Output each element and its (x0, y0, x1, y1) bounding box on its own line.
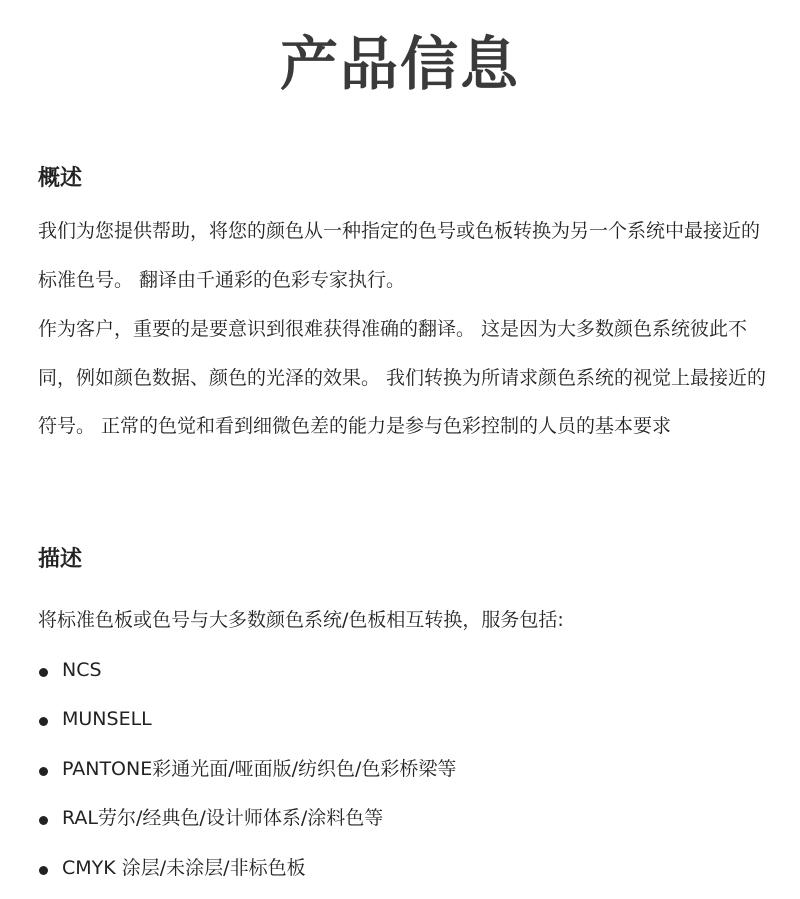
bullet-icon (39, 866, 48, 875)
list-item (38, 800, 456, 849)
list-item (38, 850, 456, 899)
page-title: 产品信息 (279, 30, 520, 98)
overview-paragraph-1: 我们为您提供帮助，将您的颜色从一种指定的色号或色板转换为另一个系统中最接近的标准色号。 翻译由千通彩的色彩专家执行。 (38, 220, 761, 291)
bullet-icon (39, 816, 48, 825)
list-item (38, 652, 456, 701)
description-heading: 描述 (38, 547, 83, 572)
list-item-label: MUNSELL (62, 708, 152, 731)
bullet-icon (39, 717, 48, 726)
overview-paragraph-2: 作为客户，重要的是要意识到很难获得准确的翻译。 这是因为大多数颜色系统彼此不同，例如颜色数据、颜色的光泽的效果。 我们转换为所请求颜色系统的视觉上最接近的符号。 正常的色觉和看到细微色差的能力是参与色彩控制的人员的基本要求 (38, 318, 767, 438)
list-item (38, 751, 456, 800)
bullet-icon (39, 767, 48, 776)
bullet-icon (39, 668, 48, 677)
list-item (38, 701, 456, 750)
description-intro: 将标准色板或色号与大多数颜色系统/色板相互转换，服务包括: (38, 609, 564, 631)
list-item-label: CMYK 涂层/未涂层/非标色板 (62, 856, 306, 879)
overview-heading: 概述 (38, 166, 83, 191)
list-item-label: NCS (62, 659, 102, 681)
list-item-label: PANTONE彩通光面/哑面版/纺织色/色彩桥梁等 (62, 757, 457, 780)
list-item-label: RAL劳尔/经典色/设计师体系/涂料色等 (62, 807, 384, 830)
service-list (38, 652, 456, 899)
